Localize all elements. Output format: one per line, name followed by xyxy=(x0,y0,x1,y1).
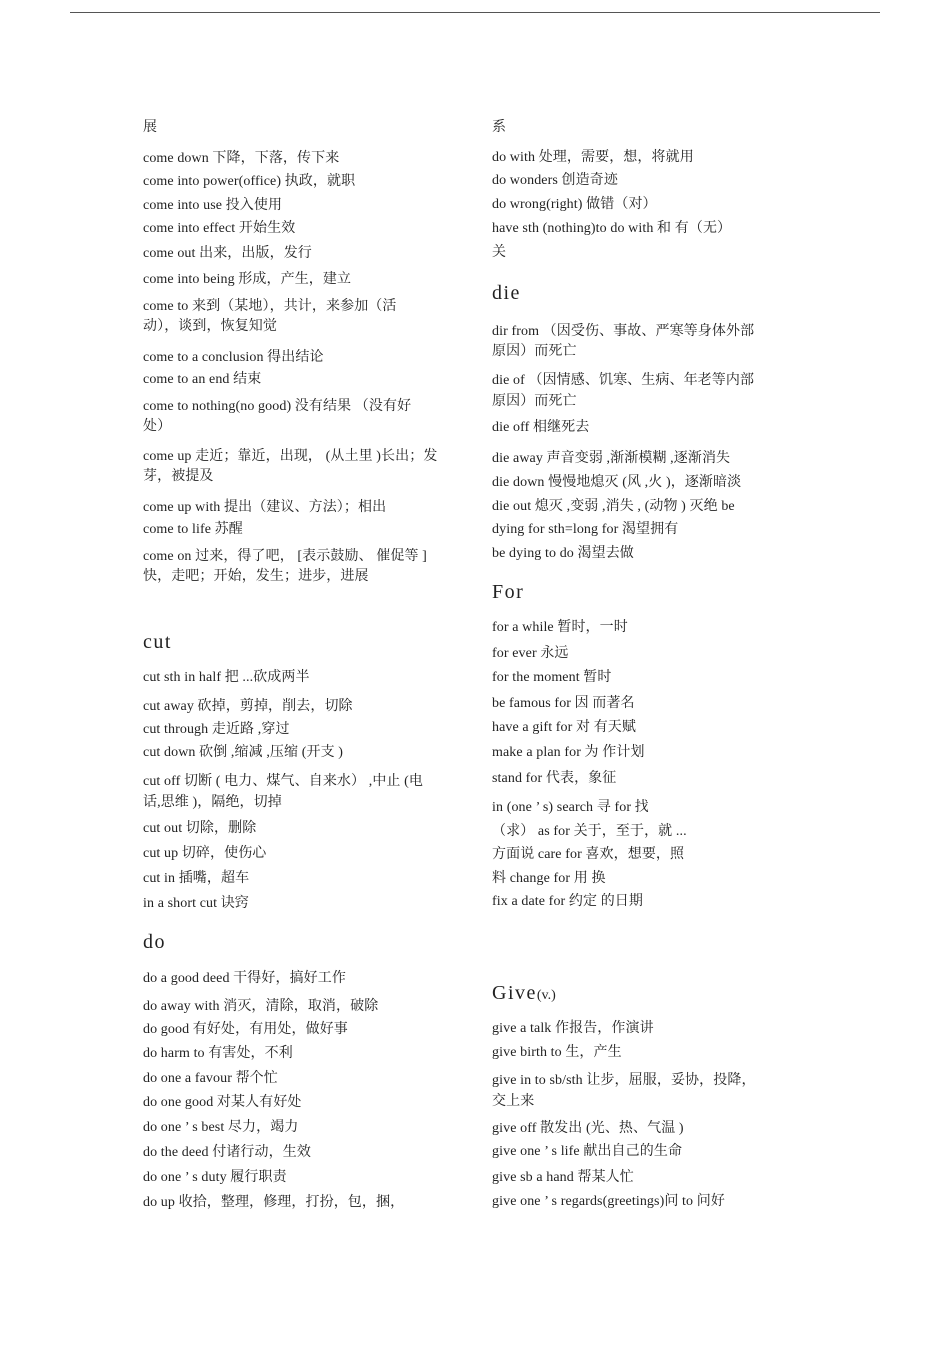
for-line-7: in (one ’ s) search 寻 for 找 xyxy=(492,800,649,815)
for-line-6: stand for 代表，象征 xyxy=(492,771,617,786)
for-line-5: make a plan for 为 作计划 xyxy=(492,745,645,760)
cut-line-5: 话,思维 )，隔绝，切掉 xyxy=(143,795,282,810)
left-line-0: 展 xyxy=(143,120,158,135)
cut-line-8: cut in 插嘴，超车 xyxy=(143,871,250,886)
left-line-3: come into use 投入使用 xyxy=(143,198,283,213)
for-line-0: for a while 暂时，一时 xyxy=(492,620,628,635)
give-line-6: give sb a hand 帮某人忙 xyxy=(492,1170,634,1185)
cut-line-0: cut sth in half 把 ...砍成两半 xyxy=(143,670,310,685)
do-line-0: do a good deed 干得好，搞好工作 xyxy=(143,971,346,986)
right-line-2: do wonders 创造奇迹 xyxy=(492,173,618,188)
die-line-2: die of （因情感、饥寒、生病、年老等内部 xyxy=(492,373,755,388)
cut-line-9: in a short cut 诀窍 xyxy=(143,896,249,911)
for-line-11: fix a date for 约定 的日期 xyxy=(492,894,644,909)
give-heading-suffix: (v.) xyxy=(536,988,556,1003)
die-line-4: die off 相继死去 xyxy=(492,420,590,435)
top-rule xyxy=(70,12,880,13)
give-line-1: give birth to 生，产生 xyxy=(492,1045,622,1060)
left-line-9: come to a conclusion 得出结论 xyxy=(143,350,324,365)
for-line-3: be famous for 因 而著名 xyxy=(492,696,635,711)
right-line-3: do wrong(right) 做错（对） xyxy=(492,197,657,212)
do-line-6: do one ’ s best 尽力，竭力 xyxy=(143,1120,299,1135)
give-line-3: 交上来 xyxy=(492,1094,535,1109)
for-line-8: （求） as for 关于，至于，就 ... xyxy=(492,824,687,839)
do-line-7: do the deed 付诸行动，生效 xyxy=(143,1145,311,1160)
die-line-6: die down 慢慢地熄灭 (风 ,火 )，逐渐暗淡 xyxy=(492,475,742,490)
do-line-3: do harm to 有害处，不利 xyxy=(143,1046,293,1061)
die-line-9: be dying to do 渴望去做 xyxy=(492,546,634,561)
right-line-1: do with 处理，需要，想，将就用 xyxy=(492,150,694,165)
left-line-1: come down 下降，下落，传下来 xyxy=(143,151,340,166)
give-heading xyxy=(492,981,556,1008)
do-line-5: do one good 对某人有好处 xyxy=(143,1095,302,1110)
left-line-8: 动），谈到，恢复知觉 xyxy=(143,319,277,334)
for-line-9: 方面说 care for 喜欢，想要，照 xyxy=(492,847,685,862)
cut-line-1: cut away 砍掉，剪掉，削去，切除 xyxy=(143,699,353,714)
left-line-4: come into effect 开始生效 xyxy=(143,221,296,236)
do-heading: do xyxy=(143,931,166,953)
die-line-1: 原因）而死亡 xyxy=(492,344,577,359)
do-line-4: do one a favour 帮个忙 xyxy=(143,1071,278,1086)
cut-line-7: cut up 切碎，使伤心 xyxy=(143,846,267,861)
give-line-0: give a talk 作报告，作演讲 xyxy=(492,1021,654,1036)
for-heading: For xyxy=(492,581,525,603)
die-line-8: dying for sth=long for 渴望拥有 xyxy=(492,522,679,537)
for-line-4: have a gift for 对 有天赋 xyxy=(492,720,637,735)
left-line-5: come out 出来，出版，发行 xyxy=(143,246,312,261)
for-line-10: 料 change for 用 换 xyxy=(492,871,606,886)
die-line-5: die away 声音变弱 ,渐渐模糊 ,逐渐消失 xyxy=(492,451,731,466)
die-heading: die xyxy=(492,282,521,304)
do-line-1: do away with 消灭，清除，取消，破除 xyxy=(143,999,379,1014)
do-line-9: do up 收拾，整理，修理，打扮，包，捆， xyxy=(143,1195,405,1210)
right-line-0: 系 xyxy=(492,120,507,135)
cut-heading: cut xyxy=(143,631,172,653)
left-line-13: come up 走近；靠近，出现， (从土里 )长出；发 xyxy=(143,449,438,464)
left-line-16: come to life 苏醒 xyxy=(143,522,243,537)
left-line-14: 芽，被提及 xyxy=(143,469,214,484)
left-line-11: come to nothing(no good) 没有结果 （没有好 xyxy=(143,399,412,414)
die-line-0: dir from （因受伤、事故、严寒等身体外部 xyxy=(492,324,755,339)
left-line-6: come into being 形成，产生，建立 xyxy=(143,272,352,287)
give-line-4: give off 散发出 (光、热、气温 ) xyxy=(492,1121,684,1136)
die-line-7: die out 熄灭 ,变弱 ,消失 , (动物 ) 灭绝 be xyxy=(492,499,735,514)
left-line-12: 处） xyxy=(143,419,172,434)
cut-line-2: cut through 走近路 ,穿过 xyxy=(143,722,290,737)
for-line-2: for the moment 暂时 xyxy=(492,670,612,685)
cut-line-3: cut down 砍倒 ,缩减 ,压缩 (开支 ) xyxy=(143,745,344,760)
left-line-15: come up with 提出（建议、方法）；相出 xyxy=(143,500,387,515)
left-line-17: come on 过来，得了吧， [表示鼓励、 催促等 ] xyxy=(143,549,427,564)
give-line-2: give in to sb/sth 让步，屈服，妥协，投降， xyxy=(492,1073,756,1088)
right-line-4: have sth (nothing)to do with 和 有（无） xyxy=(492,221,732,236)
give-heading-word: Give xyxy=(492,982,537,1004)
left-line-7: come to 来到（某地），共计，来参加（活 xyxy=(143,299,397,314)
cut-line-4: cut off 切断 ( 电力、煤气、自来水） ,中止 (电 xyxy=(143,774,423,789)
left-line-18: 快，走吧；开始，发生；进步，进展 xyxy=(143,569,369,584)
right-line-5: 关 xyxy=(492,245,507,260)
left-line-10: come to an end 结束 xyxy=(143,372,262,387)
give-line-7: give one ’ s regards(greetings)问 to 问好 xyxy=(492,1194,725,1209)
die-line-3: 原因）而死亡 xyxy=(492,394,577,409)
for-line-1: for ever 永远 xyxy=(492,646,569,661)
do-line-8: do one ’ s duty 履行职责 xyxy=(143,1170,287,1185)
do-line-2: do good 有好处，有用处，做好事 xyxy=(143,1022,348,1037)
left-line-2: come into power(office) 执政，就职 xyxy=(143,174,356,189)
give-line-5: give one ’ s life 献出自己的生命 xyxy=(492,1144,683,1159)
cut-line-6: cut out 切除，删除 xyxy=(143,821,257,836)
